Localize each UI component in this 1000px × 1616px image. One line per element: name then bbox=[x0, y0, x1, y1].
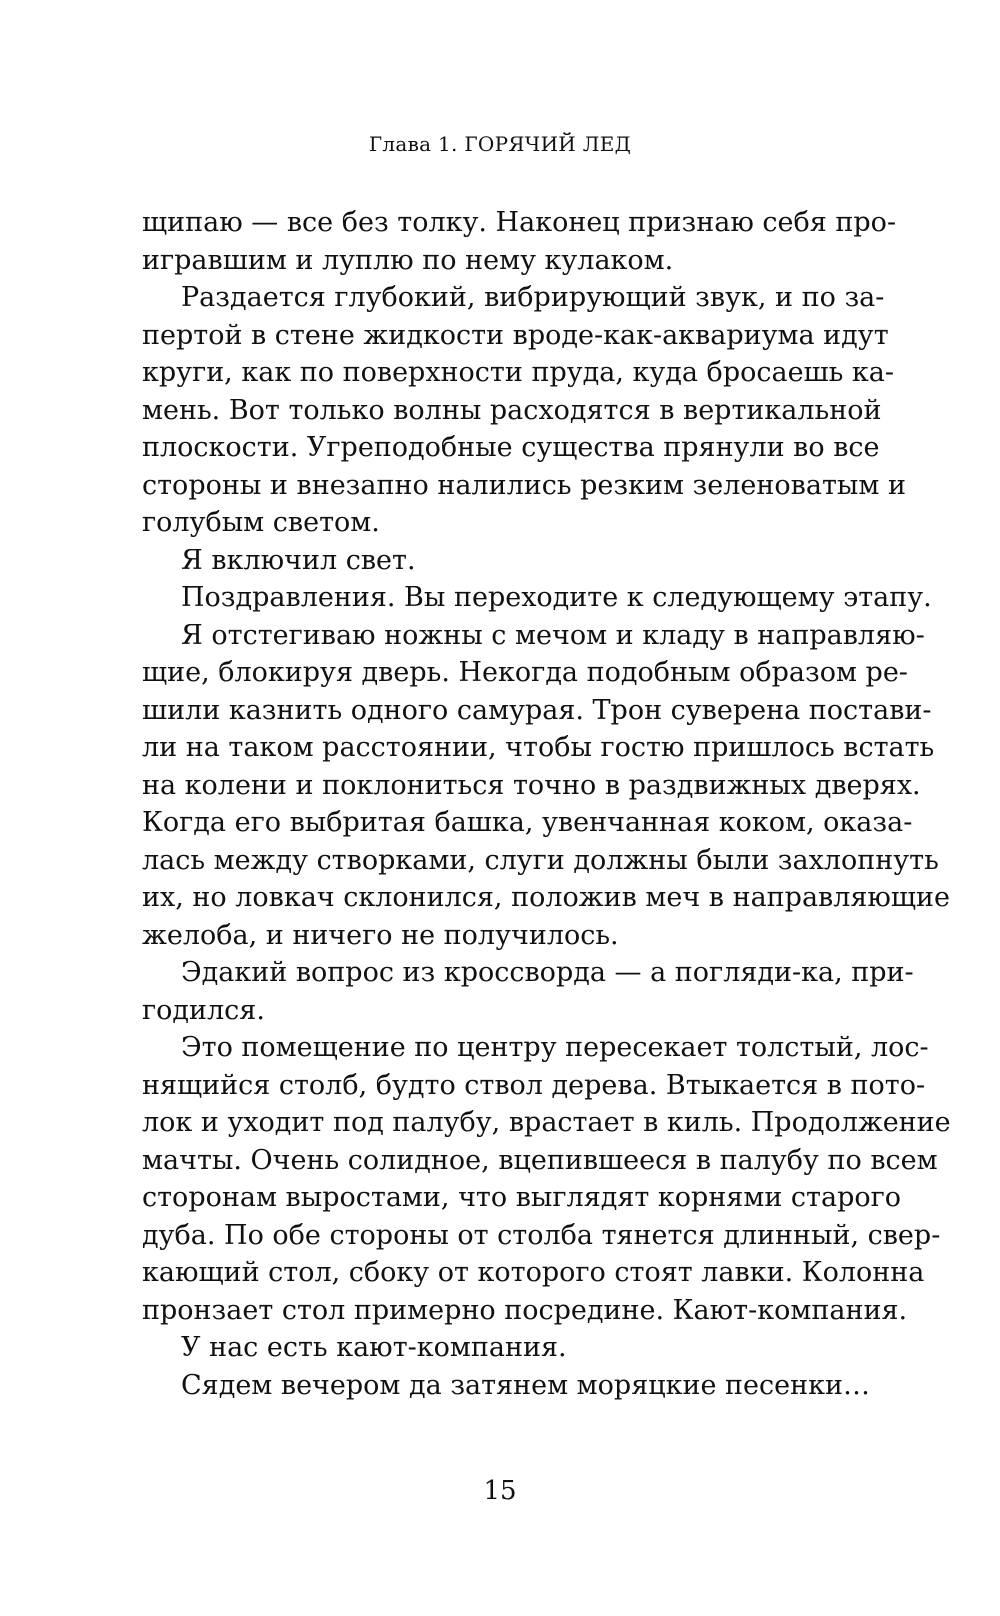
text-line: нящийся столб, будто ствол дерева. Втыкается в пото- bbox=[142, 1069, 926, 1101]
text-line: щипаю — все без толку. Наконец признаю себя про- bbox=[142, 207, 897, 238]
text-line: У нас есть кают-компания. bbox=[181, 1332, 567, 1363]
text-line: Раздается глубокий, вибрирующий звук, и по за- bbox=[181, 282, 885, 313]
text-line: ли на таком расстоянии, чтобы гостю пришлось встать bbox=[142, 732, 935, 763]
paragraph bbox=[142, 279, 906, 542]
text-line: кающий стол, сбоку от которого стоят лавки. Колонна bbox=[142, 1257, 925, 1288]
text-line: плоскости. Угреподобные существа прянули во все bbox=[142, 432, 880, 463]
text-line: пертой в стене жидкости вроде-как-аквариума идут bbox=[142, 319, 889, 351]
text-line: игравшим и луплю по нему кулаком. bbox=[142, 244, 674, 276]
body-text bbox=[142, 204, 951, 1404]
text-line: их, но ловкач склонился, положив меч в направляющие bbox=[142, 882, 951, 913]
text-line: круги, как по поверхности пруда, куда бросаешь ка- bbox=[142, 357, 895, 388]
paragraph bbox=[142, 542, 852, 580]
text-line: Эдакий вопрос из кроссворда — а погляди-ка, при- bbox=[181, 957, 914, 988]
text-line: Это помещение по центру пересекает толстый, лос- bbox=[181, 1032, 929, 1063]
text-line: мень. Вот только волны расходятся в вертикальной bbox=[142, 394, 882, 426]
text-line: дуба. По обе стороны от столба тянется длинный, свер- bbox=[142, 1219, 941, 1251]
text-line: Я отстегиваю ножны с мечом и кладу в направляю- bbox=[181, 619, 925, 651]
text-line: лась между створками, слуги должны были захлопнуть bbox=[142, 844, 939, 876]
paragraph bbox=[142, 204, 897, 279]
paragraph bbox=[142, 1329, 852, 1367]
text-line: щие, блокируя дверь. Некогда подобным образом ре- bbox=[142, 657, 908, 688]
paragraph bbox=[142, 1029, 951, 1329]
page-number: 15 bbox=[483, 1476, 517, 1506]
text-line: годился. bbox=[142, 994, 265, 1026]
paragraph bbox=[142, 617, 951, 955]
running-head: Глава 1. ГОРЯЧИЙ ЛЕД bbox=[368, 132, 632, 156]
text-line: Сядем вечером да затянем моряцкие песенки… bbox=[181, 1369, 870, 1401]
text-line: мачты. Очень солидное, вцепившееся в палубу по всем bbox=[142, 1144, 938, 1176]
text-line: Когда его выбритая башка, увенчанная коком, оказа- bbox=[142, 807, 913, 838]
text-line: шили казнить одного самурая. Трон суверена постави- bbox=[142, 694, 932, 726]
text-line: лок и уходит под палубу, врастает в киль. Продолжение bbox=[142, 1107, 951, 1138]
text-line: пронзает стол примерно посредине. Кают-компания. bbox=[142, 1294, 908, 1326]
text-line: сторонам выростами, что выглядят корнями старого bbox=[142, 1182, 902, 1213]
text-line: на колени и поклониться точно в раздвижных дверях. bbox=[142, 769, 921, 801]
text-line: стороны и внезапно налились резким зеленоватым и bbox=[142, 469, 906, 501]
text-line: Я включил свет. bbox=[181, 544, 416, 576]
paragraph bbox=[142, 579, 932, 617]
text-line: Поздравления. Вы переходите к следующему этапу. bbox=[181, 582, 932, 613]
paragraph bbox=[142, 1367, 870, 1405]
text-line: желоба, и ничего не получилось. bbox=[142, 919, 619, 951]
text-line: голубым светом. bbox=[142, 507, 380, 538]
paragraph bbox=[142, 954, 914, 1029]
